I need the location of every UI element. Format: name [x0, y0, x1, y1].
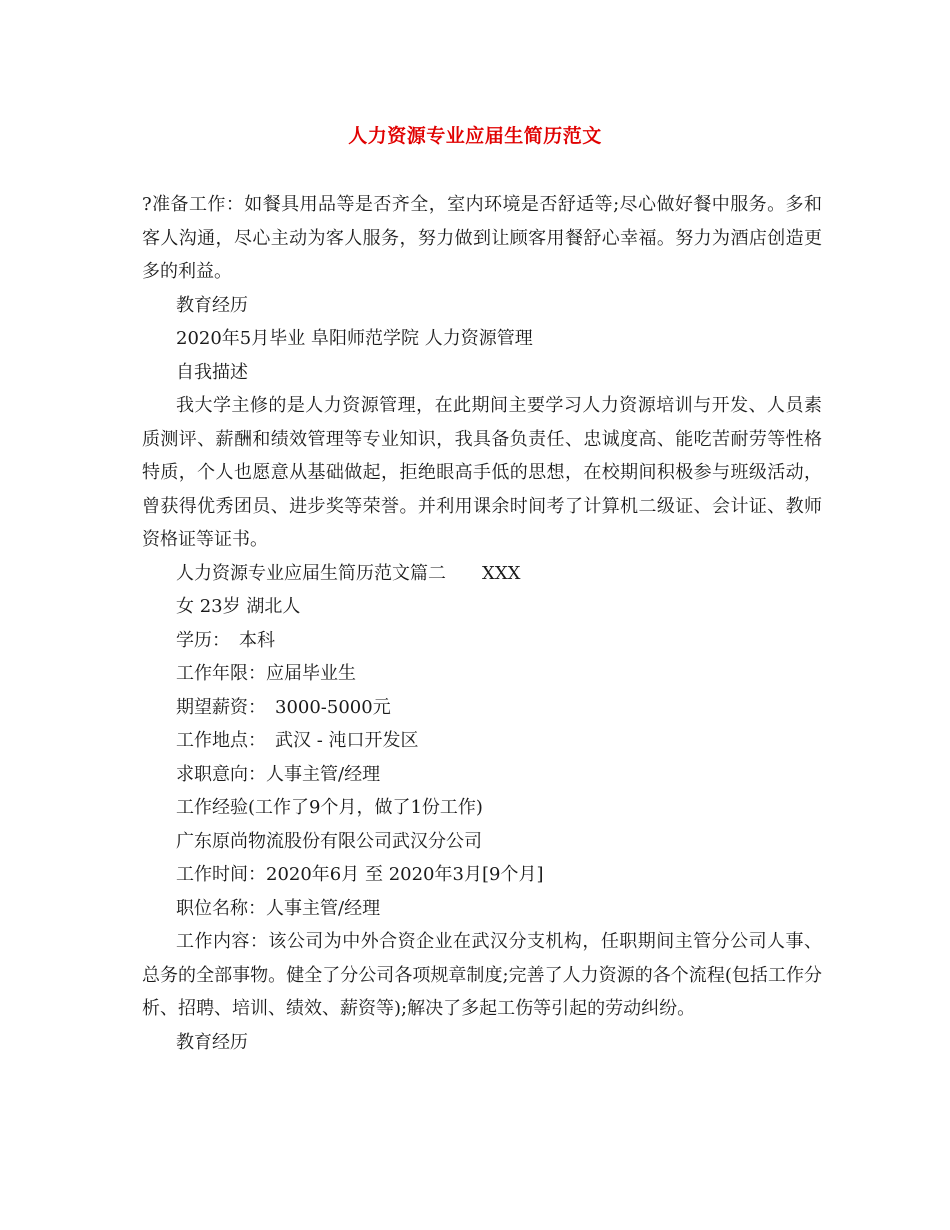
- company-name: 广东原尚物流股份有限公司武汉分公司: [176, 830, 482, 852]
- document-body: [142, 188, 822, 1059]
- work-experience-summary: 工作经验(工作了9个月，做了1份工作): [176, 797, 483, 818]
- education-entry: 2020年5月毕业 阜阳师范学院 人力资源管理: [176, 328, 533, 349]
- work-years: 工作年限：应届毕业生: [176, 663, 356, 684]
- paragraph-job-content: 工作内容：该公司为中外合资企业在武汉分支机构，任职期间主管分公司人事、总务的全部事物。健全了分公司各项规章制度;完善了人力资源的各个流程(包括工作分析、招聘、培训、绩效、薪资等);解决了多起工伤等引起的劳动纠纷。: [142, 931, 822, 1019]
- job-intention: 求职意向：人事主管/经理: [176, 763, 381, 785]
- personal-info: 女 23岁 湖北人: [176, 596, 301, 617]
- expected-salary: 期望薪资： 3000-5000元: [176, 696, 391, 718]
- section-heading-self-description: 自我描述: [176, 361, 248, 383]
- work-period: 工作时间：2020年6月 至 2020年3月[9个月]: [176, 864, 544, 885]
- resume-two-heading: 人力资源专业应届生简历范文篇二 XXX: [176, 562, 521, 584]
- paragraph-service-duties: ?准备工作：如餐具用品等是否齐全，室内环境是否舒适等;尽心做好餐中服务。多和客人沟通，尽心主动为客人服务，努力做到让顾客用餐舒心幸福。努力为酒店创造更多的利益。: [142, 194, 822, 282]
- education-level: 学历： 本科: [176, 629, 275, 651]
- section-heading-education: 教育经历: [176, 294, 248, 316]
- position-title: 职位名称：人事主管/经理: [176, 897, 381, 919]
- paragraph-self-description: 我大学主修的是人力资源管理，在此期间主要学习人力资源培训与开发、人员素质测评、薪酬和绩效管理等专业知识，我具备负责任、忠诚度高、能吃苦耐劳等性格特质，个人也愿意从基础做起，拒绝眼高手低的思想，在校期间积极参与班级活动，曾获得优秀团员、进步奖等荣誉。并利用课余时间考了计算机二级证、会计证、教师资格证等证书。: [142, 395, 822, 550]
- section-heading-education-2: 教育经历: [176, 1031, 248, 1053]
- work-location: 工作地点： 武汉 - 沌口开发区: [176, 730, 419, 751]
- document-title: 人力资源专业应届生简历范文: [348, 125, 602, 147]
